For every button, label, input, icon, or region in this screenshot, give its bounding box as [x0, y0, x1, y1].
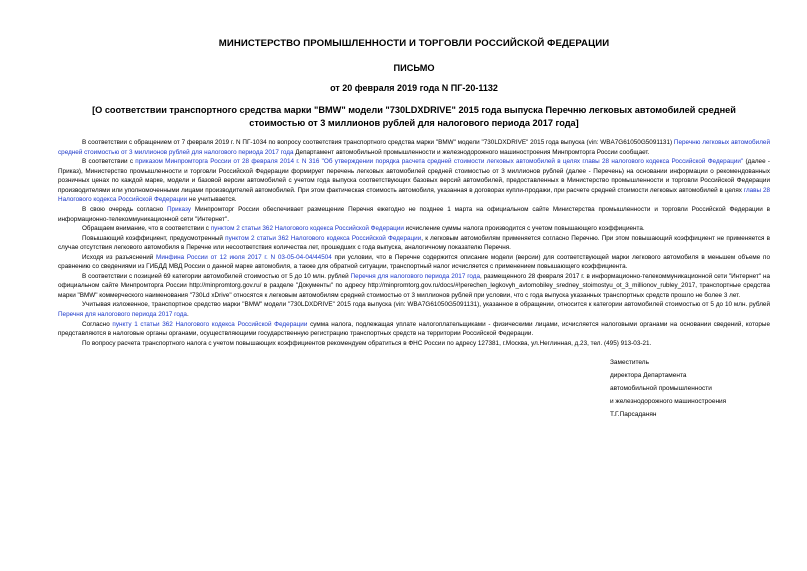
link-punkt-2-st-362[interactable]: пунктом 2 статьи 362 Налогового кодекса Российской Федерации: [210, 225, 404, 233]
paragraph: Учитывая изложенное, транспортное средство марки "BMW" модели "730LDXDRIVE" 2015 года выпуска (vin: WBA7G61050G5091131), указанное в обращении, относится к категории автомобилей стоимостью от 5 до 10 млн. рублей Перечня для налогового периода 2017 года.: [58, 301, 770, 319]
paragraph: В соответствии с обращением от 7 февраля 2019 г. N ПГ-1034 по вопросу соответствия транспортного средства марки "BMW" модели "730LDXDRIVE" 2015 года выпуска (vin: WBA7G61050G5091131) Перечню легковых автомобилей средней стоимостью от 3 миллионов рублей для налогового периода 2017 года Департамент автомобильной промышленности и железнодорожного машиностроения Минпромторга России сообщает.: [58, 139, 770, 156]
signature-line: Заместитель: [610, 359, 649, 366]
link-minfin-letter[interactable]: Минфина России от 12 июля 2017 г. N 03-05-04-04/44504: [156, 253, 332, 261]
document-page: [58, 30, 770, 348]
paragraph: В соответствии с приказом Минпромторга России от 28 февраля 2014 г. N 316 "Об утверждении порядка расчета средней стоимости легковых автомобилей в целях главы 28 налогового кодекса Российской Федерации" (далее - Приказ), Министерство промышленности и торговли Российской Федерации формирует перечень легковых автомобилей средней стоимостью от 3 миллионов рублей (далее - Перечень) на основании информации о рекомендованных розничных ценах по каждой марке, модели и базовой версии автомобилей с учетом года выпуска соответствующих базовых версий автомобилей, предоставленных в Министерство промышленности и торговли Российской Федерации производителями или уполномоченными лицами производителей автомобилей. При этом фактическая стоимость автомобиля, указанная в договорах купли-продажи, при расчете средней стоимости легковых автомобилей в целях главы 28 Налогового кодекса Российской Федерации не учитывается.: [58, 158, 771, 204]
link-punkt-1-st-362[interactable]: пункту 1 статьи 362 Налогового кодекса Российской Федерации: [112, 320, 308, 328]
paragraph: Согласно пункту 1 статьи 362 Налогового кодекса Российской Федерации сумма налога, подлежащая уплате налогоплательщиками - физическими лицами, исчисляется налоговыми органами на основании сведений, которые представляются в налоговые органы органами, осуществляющими государственную регистрацию транспортных средств на территории Российской Федерации.: [58, 320, 771, 338]
signature-line: автомобильной промышленности: [610, 385, 712, 392]
paragraph: В свою очередь согласно Приказу Минпромторг России обеспечивает размещение Перечня ежегодно не позднее 1 марта на официальном сайте Министерства промышленности и торговли Российской Федерации в информационно-телекоммуникационной сети "Интернет".: [58, 206, 770, 223]
ministry-heading: МИНИСТЕРСТВО ПРОМЫШЛЕННОСТИ И ТОРГОВЛИ РОССИЙСКОЙ ФЕДЕРАЦИИ: [218, 38, 610, 49]
signature-line: директора Департамента: [610, 372, 687, 379]
link-prikaz[interactable]: Приказу: [167, 206, 192, 214]
link-prikaz-316[interactable]: приказом Минпромторга России от 28 февраля 2014 г. N 316 "Об утверждении порядка расчета средней стоимости легковых автомобилей в целях главы 28 налогового кодекса Российской Федерации": [135, 158, 744, 166]
paragraph: Исходя из разъяснений Минфина России от 12 июля 2017 г. N 03-05-04-04/44504 при условии, что в Перечне содержится описание модели (версии) для соответствующей марки легкового автомобиля в меньшем объеме по сравнению со сведениями из ГИБДД МВД России о данной марке автомобиля, а также для обратной ситуации, транспортный налог исчисляется с применением повышающего коэффициента.: [58, 253, 770, 271]
paragraph: Повышающий коэффициент, предусмотренный пунктом 2 статьи 362 Налогового кодекса Российской Федерации, к легковым автомобилям применяется согласно Перечню. При этом повышающий коэффициент не применяется в случае отсутствия легкового автомобиля в Перечне или несоответствия количества лет, прошедших с года выпуска, аналогичному показателю Перечня.: [58, 234, 770, 252]
paragraph: По вопросу расчета транспортного налога с учетом повышающих коэффициентов рекомендуем обратиться в ФНС России по адресу 127381, г.Москва, ул.Неглинная, д.23, тел. (495) 913-03-21.: [82, 339, 652, 347]
signatory-name: Т.Г.Парсаданян: [610, 411, 657, 418]
signature-line: и железнодорожного машиностроения: [610, 398, 727, 405]
doc-type-heading: ПИСЬМО: [393, 63, 435, 73]
letter-body: [58, 138, 770, 348]
link-perechen-2017[interactable]: Перечня для налогового периода 2017 года: [350, 272, 481, 280]
link-perechen-2017[interactable]: Перечню легковых автомобилей средней стоимостью от 3 миллионов рублей для налогового периода 2017 года: [58, 139, 770, 156]
link-perechen-2017[interactable]: Перечня для налогового периода 2017 года: [58, 311, 187, 319]
link-glava-28[interactable]: главы 28 Налогового кодекса Российской Федерации: [58, 186, 771, 204]
doc-date-number: от 20 февраля 2019 года N ПГ-20-1132: [330, 83, 498, 93]
link-punkt-2-st-362[interactable]: пунктом 2 статьи 362 Налогового кодекса Российской Федерации: [225, 234, 422, 242]
doc-subject: [О соответствии транспортного средства марки "BMW" модели "730LDXDRIVE" 2015 года выпуска Перечню легковых автомобилей средней стоимостью от 3 миллионов рублей для налогового периода 2017 года]: [92, 105, 736, 128]
signature-block: [610, 356, 780, 421]
paragraph: Обращаем внимание, что в соответствии с пунктом 2 статьи 362 Налогового кодекса Российской Федерации исчисление суммы налога производится с учетом повышающего коэффициента.: [82, 225, 645, 233]
paragraph: В соответствии с позицией 69 категории автомобилей стоимостью от 5 до 10 млн. рублей Перечня для налогового периода 2017 года, размещенного 28 февраля 2017 г. в информационно-телекоммуникационной сети "Интернет" на официальном сайте Минпромторга России http://minpromtorg.gov.ru/ в разделе "Документы" по адресу http://minpromtorg.gov.ru/docs/#!perechen_legkovyh_avtomobiley_sredney_stoimostyu_ot_3_millionov_rubley_2017, транспортные средства марки "BMW" коммерческого наименования "730Ld xDrive" относятся к легковым автомобилям средней стоимостью от 3 миллионов рублей при условии, что с года выпуска указанных транспортных средств прошло не более 3 лет.: [58, 272, 770, 299]
